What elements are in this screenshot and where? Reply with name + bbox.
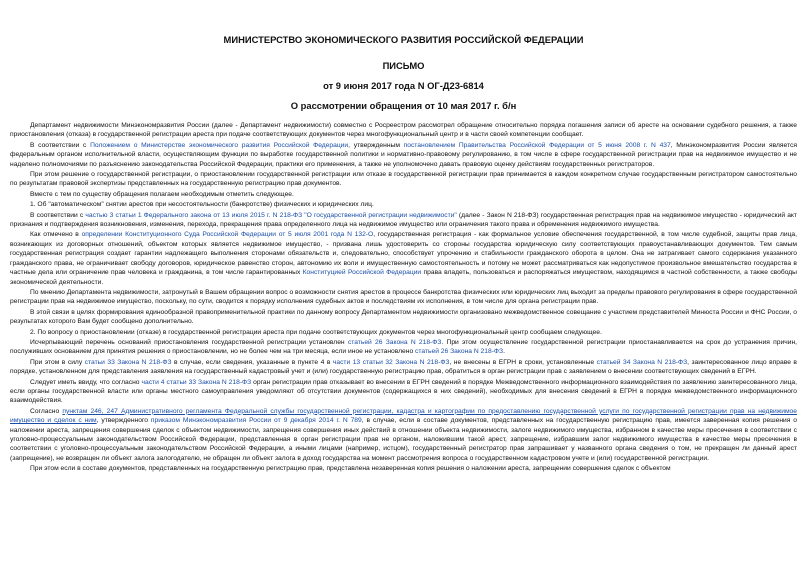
paragraph-text: 2. По вопросу о приостановлении (отказе) в государственной регистрации ареста при подаче соответствующих документов через многофункциональный центр сообщаем следующее. xyxy=(30,328,602,336)
document-type: ПИСЬМО xyxy=(382,60,425,71)
document-date-number: от 9 июня 2017 года N ОГ-Д23-6814 xyxy=(323,80,484,91)
paragraph-text: , заинтересованное лицо вправе в порядке, установленном для представления заявления на государственный кадастровый учет и (или) государственную регистрацию прав, обратиться в орган регистрации прав с заявлением о внесении соответствующих сведений в ЕГРН. xyxy=(10,358,797,376)
document-link[interactable]: статьей 34 Закона N 218-ФЗ xyxy=(596,358,688,366)
paragraph-text: 1. Об "автоматическом" снятии арестов при несостоятельности (банкротстве) физических и юридических лиц. xyxy=(30,201,374,209)
paragraph-text: В соответствии с xyxy=(30,141,91,149)
document-link[interactable]: Конституцией Российской Федерации xyxy=(302,269,422,277)
paragraph xyxy=(10,170,797,189)
document-link[interactable]: части 4 статьи 33 Закона N 218-ФЗ xyxy=(141,378,252,386)
paragraph xyxy=(10,328,797,337)
document-link[interactable]: статьи 33 Закона N 218-ФЗ xyxy=(84,358,172,366)
paragraph-text: . xyxy=(503,348,505,356)
document-link[interactable]: постановлением Правительства Российской Федерации от 5 июня 2008 г. N 437 xyxy=(403,141,671,149)
paragraph-text: По мнению Департамента недвижимости, затронутый в Вашем обращении вопрос о возможности снятия арестов в процессе банкротства физических или юридических лиц выходит за пределы правового регулирования в сфере государственной регистрации прав на недвижимое имущество, поскольку, по сути, сводится к порядку исполнения судебных актов и последствиям их исполнения, в том числе для органа регистрации прав. xyxy=(10,288,797,306)
paragraph-text: , не внесены в ЕГРН в сроки, установленные xyxy=(449,358,597,366)
paragraph xyxy=(10,230,797,286)
paragraph-text: Департамент недвижимости Минэкономразвития России (далее - Департамент недвижимости) совместно с Росреестром рассмотрел обращение относительно порядка погашения записи об аресте на основании судебного решения, а также приостановления (отказа) в государственной регистрации ареста при подаче соответствующих документов через многофункциональный центр и в части своей компетенции сообщает. xyxy=(10,122,797,139)
paragraph xyxy=(10,200,797,209)
paragraph-text: , Минэкономразвития России является федеральным органом исполнительной власти, осуществляющим функции по выработке государственной политики и нормативно-правовому регулированию, в том числе в сфере государственной регистрации прав на недвижимое имущество и не наделено полномочиями по разъяснению законодательства Российской Федерации, практики его применения, а также не уполномочено давать правовую оценку действиям государственных регистраторов. xyxy=(10,141,798,168)
paragraph-text: Вместе с тем по существу обращения полагаем необходимым отметить следующее. xyxy=(30,190,294,198)
paragraph-text: Следует иметь ввиду, что согласно xyxy=(30,378,142,386)
paragraph-text: . При этом осуществление государственной регистрации приостанавливается на срок до устранения причин, послуживших основанием для принятия решения о приостановлении, но не более чем на три месяца, если иное не установлено xyxy=(10,338,798,356)
document-subject: О рассмотрении обращения от 10 мая 2017 г. б/н xyxy=(290,100,517,111)
document-body xyxy=(10,121,797,474)
paragraph-text: (далее - Закон N 218-ФЗ) государственная регистрация прав на недвижимое имущество - юридический акт признания и подтверждения возникновения, изменения, перехода, прекращения права определенного лица на недвижимое имущество или ограничения такого права и обременения недвижимого имущества. xyxy=(10,211,797,229)
paragraph-text: При этом в силу xyxy=(30,358,85,366)
paragraph xyxy=(10,211,797,230)
document-link[interactable]: части 13 статьи 32 Закона N 218-ФЗ xyxy=(332,358,450,366)
paragraph-text: Исчерпывающий перечень оснований приостановления государственной регистрации установлен xyxy=(30,338,348,346)
paragraph xyxy=(10,308,797,327)
paragraph-text: права владеть, пользоваться и распоряжаться имуществом, находящимся в частной собственности, а также свободы экономической деятельности. xyxy=(10,269,797,286)
paragraph xyxy=(10,190,797,199)
paragraph-text: В соответствии с xyxy=(30,211,86,219)
document-link[interactable]: статьей 26 Закона N 218-ФЗ xyxy=(415,348,504,356)
paragraph-text: В этой связи в целях формирования единообразной правоприменительной практики по данному вопросу Департаментом недвижимости организовано межведомственное совещание с участием представителей Минюста России и ФНС России, о результатах которого Вам будет сообщено дополнительно. xyxy=(10,308,797,326)
document-link[interactable]: частью 3 статьи 1 Федерального закона от 13 июля 2015 г. N 218-ФЗ "О государственной регистрации недвижимости" xyxy=(85,211,457,219)
document-link[interactable]: определении Конституционного Суда Российской Федерации от 5 июля 2001 года N 132-О xyxy=(81,231,374,239)
paragraph xyxy=(10,338,797,357)
paragraph xyxy=(10,407,797,463)
document-link[interactable]: пунктам 246, 247 Административного регламента Федеральной службы государственной регистрации, кадастра и картографии по предоставлению государственной услуги по государственной регистрации прав на недвижимое имущество и сделок с ним xyxy=(10,407,797,425)
document-link[interactable]: статьей 26 Закона N 218-ФЗ xyxy=(347,338,442,346)
paragraph xyxy=(10,378,797,406)
paragraph-text: в случае, если сведения, указанные в пункте 4 в xyxy=(171,358,333,366)
ministry-title: МИНИСТЕРСТВО ЭКОНОМИЧЕСКОГО РАЗВИТИЯ РОССИЙСКОЙ ФЕДЕРАЦИИ xyxy=(223,34,584,45)
paragraph xyxy=(10,288,797,307)
document-link[interactable]: Положением о Министерстве экономического развития Российской Федерации xyxy=(90,141,349,149)
paragraph-text: , государственная регистрация - как формальное условие обеспечения государственной, в том числе судебной, защиты прав лица, возникающих из договорных отношений, объектом которых является недвижимое имущество, - призвана лишь удостоверить со стороны государства юридическую силу соответствующих правоустанавливающих документов. Тем самым государственная регистрация создает гарантии надлежащего выполнения сторонами обязательств и, следовательно, способствует упрочению и стабильности гражданского оборота в целом. Она не затрагивает самого содержания указанного гражданского права, не ограничивает свободу договоров, юридическое равенство сторон, автономию их воли и имущественную самостоятельность и потому не может рассматриваться как недопустимое произвольное вмешательство государства в частные дела или ограничение прав человека и гражданина, в том числе гарантированных xyxy=(10,231,797,277)
document-link[interactable]: приказом Минэкономразвития России от 9 декабря 2014 г. N 789 xyxy=(150,417,362,425)
paragraph xyxy=(10,358,797,377)
paragraph-text: При этом если в составе документов, представленных на государственную регистрацию прав, представлена незаверенная копия решения о наложении ареста, запрещении совершения сделок с объектом xyxy=(30,465,671,473)
paragraph-text: Как отмечено в xyxy=(30,231,82,239)
paragraph-text: орган регистрации прав отказывает во внесении в ЕГРН сведений в порядке Межведомственного информационного взаимодействия по заявлению заинтересованного лица, если органы государственной власти или органы местного самоуправления уведомляют об отсутствии документов (содержащихся в них сведений), необходимых для внесения сведений в ЕГРН в порядке межведомственного информационного взаимодействия. xyxy=(10,378,797,405)
paragraph-text: , в случае, если в составе документов, представленных на государственную регистрацию прав, имеется заверенная копия решения о наложении ареста, запрещения совершения сделок с объектом недвижимости, запрещения совершения иных действий в отношении объекта недвижимости, залоге недвижимого имущества, избранном в качестве меры пресечения в соответствии с уголовно-процессуальным законодательством Российской Федерации, представленная в орган регистрации прав не органом, наложившим такой арест, запрещение, избравшим залог недвижимого имущества в качестве меры пресечения в соответствии с уголовно-процессуальным законодательством Российской Федерации, а иными лицами (например, истцом), государственный регистратор прав запрашивает у названного органа сведения о том, не прекращен ли данный арест (запрещение), не возвращен ли объект залога залогодателю, не обращен ли объект залога в доход государства на момент рассмотрения вопроса о государственном кадастровом учете и (или) государственной регистрации. xyxy=(10,417,798,462)
paragraph xyxy=(10,141,797,169)
paragraph-text: Согласно xyxy=(30,407,63,415)
paragraph xyxy=(10,121,797,140)
paragraph xyxy=(10,464,797,473)
paragraph-text: При этом решение о государственной регистрации, о приостановлении государственной регистрации или отказе в государственной регистрации прав принимается в каждом конкретном случае государственным регистратором самостоятельно по результатам правовой экспертизы представленных на государственную регистрацию прав документов. xyxy=(10,171,797,188)
paragraph-text: , утвержденного xyxy=(96,417,151,425)
paragraph-text: , утвержденным xyxy=(348,141,404,149)
